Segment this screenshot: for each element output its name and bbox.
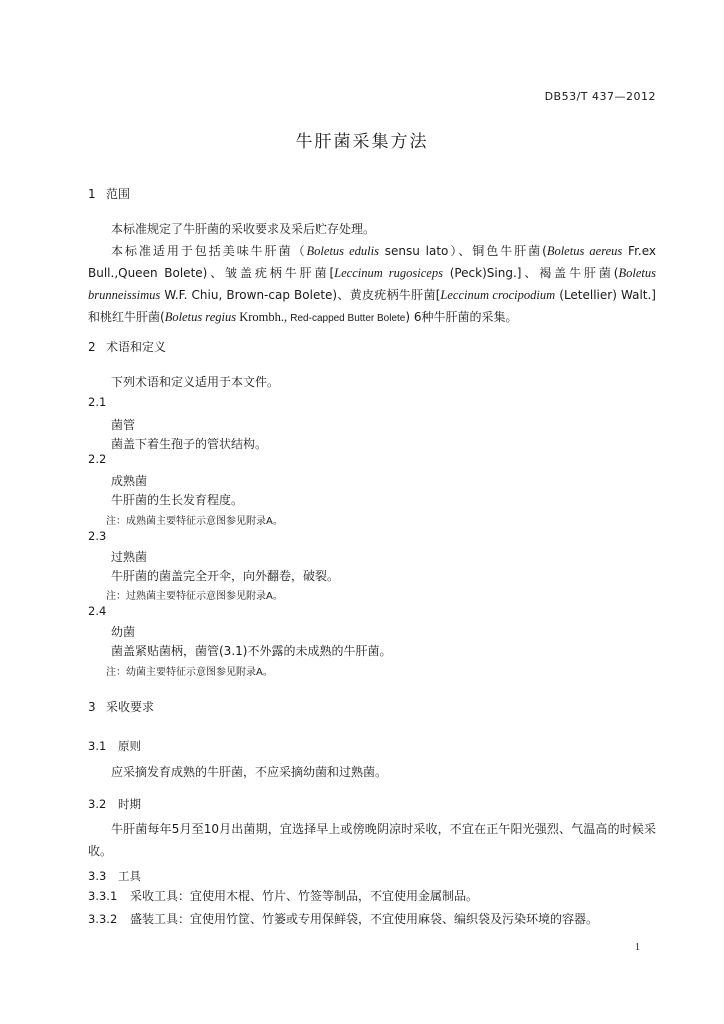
subsection-number: 3.3 [88,869,107,883]
tool-item-1 [88,885,478,907]
subsection-title: 原则 [118,739,141,753]
term-label: 过熟菌 [111,550,148,564]
section-title: 采收要求 [106,700,155,714]
period-text: 牛肝菌每年5月至10月出菌期，宜选择早上或傍晚阴凉时采收，不宜在正午阳光强烈、气温高的时候采收。 [88,822,656,858]
subsection-title: 时期 [118,797,141,811]
section-number: 3 [88,700,96,714]
term-label: 菌管 [111,418,136,432]
scope-paragraph-1: 本标准规定了牛肝菌的采收要求及采后贮存处理。 [111,222,376,236]
item-text: 采收工具：宜使用木棍、竹片、竹签等制品，不宜使用金属制品。 [130,889,479,903]
term-definition: 菌盖紧贴菌柄，菌管(3.1)不外露的未成熟的牛肝菌。 [111,644,392,658]
text-run: (Letellier) Walt.]和桃红牛肝菌( [88,288,656,324]
page-number: 1 [635,942,640,953]
text-run: (Peck)Sing.]、褐盖牛肝菌( [442,266,619,280]
species-name: Leccinum crocipodium [440,288,556,302]
species-name: Boletus edulis [306,244,379,258]
species-name: Boletus regius [164,310,237,324]
subsection-number: 3.2 [88,797,107,811]
section-number: 1 [88,187,96,201]
text-run: 本标准适用于包括美味牛肝菌（ [111,244,307,258]
principle-text: 应采摘发育成熟的牛肝菌，不应采摘幼菌和过熟菌。 [111,765,388,779]
section-title: 范围 [106,187,131,201]
item-number: 3.3.2 [88,912,118,926]
definitions-intro: 下列术语和定义适用于本文件。 [111,375,280,389]
scope-paragraph-2 [88,240,656,330]
section-3-heading [88,698,154,715]
section-1-heading [88,185,130,202]
term-number: 2.2 [88,452,107,466]
text-run: Krombh., [236,310,291,324]
standard-code: DB53/T 437—2012 [544,90,656,103]
section-title: 术语和定义 [106,340,167,354]
species-name: Leccinum rugosiceps [334,266,443,280]
term-note: 注：成熟菌主要特征示意图参见附录A。 [106,516,283,527]
subsection-3-2-heading [88,796,141,812]
species-name: Boletus aereus [546,244,623,258]
section-2-heading [88,338,166,355]
document-title: 牛肝菌采集方法 [295,132,429,152]
term-definition: 菌盖下着生孢子的管状结构。 [111,437,268,451]
common-name: Red-capped Butter Bolete [290,313,406,324]
item-number: 3.3.1 [88,889,118,903]
text-run: sensu lato）、铜色牛肝菌( [379,244,547,258]
term-number: 2.4 [88,604,107,618]
tool-item-2 [88,908,598,930]
term-number: 2.3 [88,529,107,543]
term-note: 注：过熟菌主要特征示意图参见附录A。 [106,591,283,602]
section-number: 2 [88,340,96,354]
text-run: ) 6种牛肝菌的采集。 [405,310,518,324]
text-run: Fr.ex Bull.,Queen Bolete)、皱盖疣柄牛肝菌[ [88,244,656,280]
species-name: Boletus brunneissimus [88,266,656,302]
term-note: 注：幼菌主要特征示意图参见附录A。 [106,667,273,678]
subsection-number: 3.1 [88,739,107,753]
item-text: 盛装工具：宜使用竹筐、竹篓或专用保鲜袋，不宜使用麻袋、编织袋及污染环境的容器。 [130,912,599,926]
term-definition: 牛肝菌的菌盖完全开伞，向外翻卷，破裂。 [111,569,340,583]
subsection-3-3-heading [88,868,141,884]
term-number: 2.1 [88,395,107,409]
term-label: 幼菌 [111,625,136,639]
text-run: W.F. Chiu, Brown-cap Bolete)、黄皮疣柄牛肝菌[ [160,288,441,302]
subsection-3-1-heading [88,738,141,754]
subsection-title: 工具 [118,869,141,883]
term-label: 成熟菌 [111,474,148,488]
term-definition: 牛肝菌的生长发育程度。 [111,493,244,507]
